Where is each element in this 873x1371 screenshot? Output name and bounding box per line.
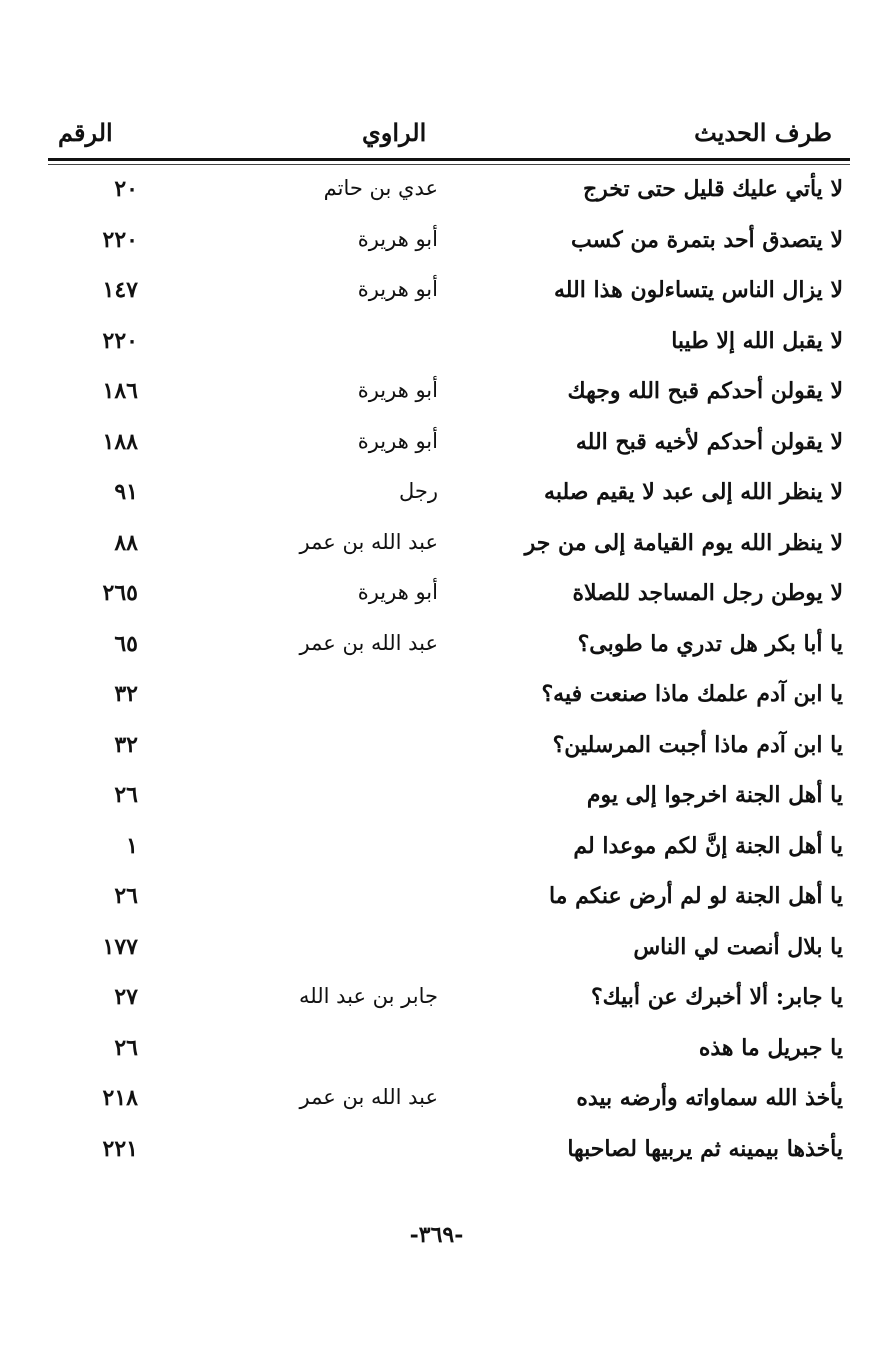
hadith-cell: يا ابن آدم علمك ماذا صنعت فيه؟ <box>541 681 843 707</box>
hadith-cell: لا يزال الناس يتساءلون هذا الله <box>553 277 843 303</box>
number-cell: ٨٨ <box>114 529 138 556</box>
hadith-cell: يا أهل الجنة اخرجوا إلى يوم <box>586 782 843 808</box>
number-cell: ١٨٦ <box>102 378 138 404</box>
column-header-hadith: طرف الحديث <box>694 118 832 147</box>
number-cell: ٢٦٥ <box>102 580 138 606</box>
number-cell: ٢٧ <box>114 984 138 1010</box>
hadith-cell: يا أبا بكر هل تدري ما طوبى؟ <box>577 630 843 657</box>
table-row <box>0 421 873 472</box>
hadith-cell: لا يتصدق أحد بتمرة من كسب <box>571 226 843 253</box>
table-row <box>0 875 873 926</box>
hadith-cell: لا يقولن أحدكم لأخيه قبح الله <box>575 428 843 455</box>
table-row <box>0 471 873 522</box>
header-rule-thick <box>48 158 850 161</box>
table-row <box>0 269 873 320</box>
number-cell: ٦٥ <box>114 630 138 657</box>
number-cell: ٣٢ <box>114 731 138 758</box>
index-table-body <box>0 168 873 1178</box>
table-row <box>0 168 873 219</box>
number-cell: ٢٢١ <box>102 1135 138 1162</box>
narrator-cell: رجل <box>398 479 438 503</box>
narrator-cell: عبد الله بن عمر <box>299 630 438 655</box>
narrator-cell: عبد الله بن عمر <box>299 529 438 554</box>
number-cell: ٢٢٠ <box>102 226 138 253</box>
table-row <box>0 320 873 371</box>
number-cell: ٢٦ <box>114 1034 138 1061</box>
narrator-cell: عدي بن حاتم <box>323 176 438 200</box>
hadith-cell: يا بلال أنصت لي الناس <box>633 933 843 960</box>
table-row <box>0 623 873 674</box>
hadith-cell: لا يقولن أحدكم قبح الله وجهك <box>567 378 843 404</box>
table-row <box>0 673 873 724</box>
narrator-cell: جابر بن عبد الله <box>298 984 438 1008</box>
hadith-cell: لا يقبل الله إلا طيبا <box>671 327 843 354</box>
number-cell: ٢٠ <box>114 176 138 202</box>
table-row <box>0 724 873 775</box>
table-row <box>0 522 873 573</box>
hadith-cell: لا ينظر الله إلى عبد لا يقيم صلبه <box>544 479 843 505</box>
number-cell: ٢١٨ <box>102 1085 138 1111</box>
header-rule-thin <box>48 164 850 165</box>
narrator-cell: عبد الله بن عمر <box>299 1085 438 1109</box>
hadith-cell: يا أهل الجنة لو لم أرض عنكم ما <box>548 883 843 909</box>
hadith-cell: يأخذ الله سماواته وأرضه بيده <box>576 1085 843 1111</box>
column-header-number: الرقم <box>58 118 113 147</box>
number-cell: ١ <box>126 832 138 859</box>
column-header-narrator: الراوي <box>362 118 427 147</box>
narrator-cell: أبو هريرة <box>357 277 438 301</box>
hadith-cell: لا يوطن رجل المساجد للصلاة <box>572 580 843 606</box>
table-row <box>0 774 873 825</box>
hadith-cell: لا يأتي عليك قليل حتى تخرج <box>582 176 843 202</box>
narrator-cell: أبو هريرة <box>357 226 438 251</box>
narrator-cell: أبو هريرة <box>357 378 438 402</box>
table-row <box>0 1077 873 1128</box>
number-cell: ٩١ <box>114 479 138 505</box>
table-row <box>0 219 873 270</box>
narrator-cell: أبو هريرة <box>357 580 438 604</box>
hadith-cell: يا جبريل ما هذه <box>698 1034 843 1061</box>
number-cell: ٢٦ <box>114 883 138 909</box>
number-cell: ٢٦ <box>114 782 138 808</box>
table-header <box>50 118 850 158</box>
table-row <box>0 926 873 977</box>
table-row <box>0 572 873 623</box>
table-row <box>0 976 873 1027</box>
narrator-cell: أبو هريرة <box>357 428 438 453</box>
table-row <box>0 1128 873 1179</box>
number-cell: ٣٢ <box>114 681 138 707</box>
hadith-cell: يا جابر: ألا أخبرك عن أبيك؟ <box>590 984 843 1010</box>
number-cell: ١٨٨ <box>102 428 138 455</box>
hadith-cell: يا أهل الجنة إنَّ لكم موعدا لم <box>573 832 843 859</box>
page-number: -٣٦٩- <box>409 1222 464 1248</box>
number-cell: ١٤٧ <box>102 277 138 303</box>
number-cell: ١٧٧ <box>102 933 138 960</box>
table-row <box>0 370 873 421</box>
number-cell: ٢٢٠ <box>102 327 138 354</box>
hadith-cell: يا ابن آدم ماذا أجبت المرسلين؟ <box>552 731 843 758</box>
hadith-cell: يأخذها بيمينه ثم يربيها لصاحبها <box>567 1135 843 1162</box>
table-row <box>0 825 873 876</box>
table-row <box>0 1027 873 1078</box>
hadith-cell: لا ينظر الله يوم القيامة إلى من جر <box>524 529 843 556</box>
